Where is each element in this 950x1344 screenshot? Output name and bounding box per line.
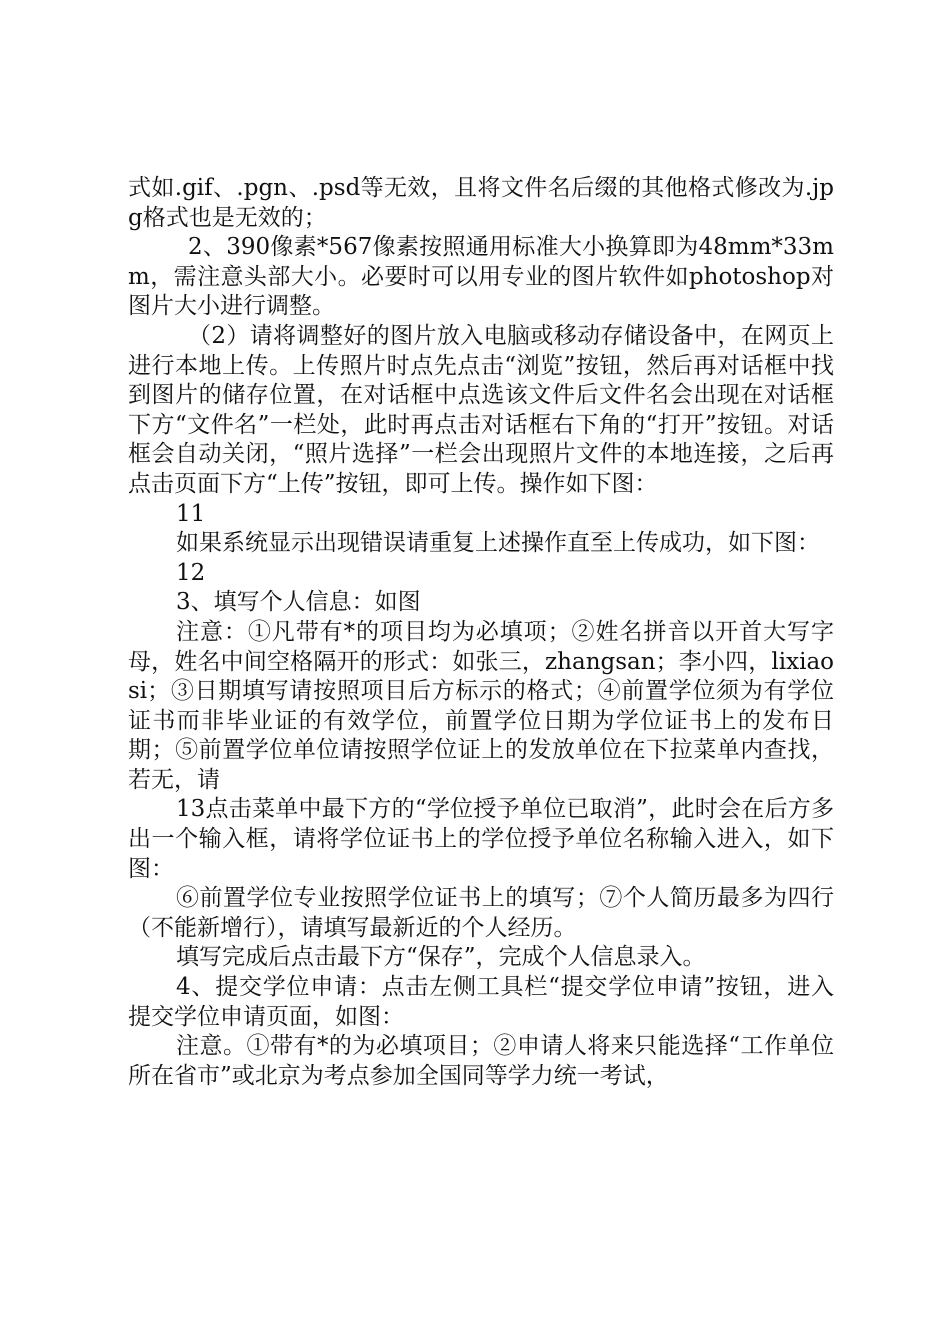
paragraph-major-and-resume: ⑥前置学位专业按照学位证书上的填写；⑦个人简历最多为四行（不能新增行），请填写最新近的个人经历。 [128,885,834,941]
document-body [128,174,834,1091]
figure-number-11: 11 [176,500,206,527]
paragraph-image-format-note: 式如.gif、.pgn、.psd等无效，且将文件名后缀的其他格式修改为.jpg格式也是无效的； [128,175,834,231]
figure-number-12: 12 [176,559,206,586]
paragraph-fill-personal-info: 3、填写个人信息：如图 [176,589,421,616]
paragraph-submit-notes: 注意。①带有*的为必填项目；②申请人将来只能选择“工作单位所在省市”或北京为考点参加全国同等学力统一考试， [128,1033,834,1089]
paragraph-save-info: 填写完成后点击最下方“保存”，完成个人信息录入。 [176,944,706,971]
paragraph-upload-retry: 如果系统显示出现错误请重复上述操作直至上传成功，如下图： [176,530,820,557]
paragraph-image-size-note: 2、390像素*567像素按照通用标准大小换算即为48mm*33mm，需注意头部大小。必要时可以用专业的图片软件如photoshop对图片大小进行调整。 [128,234,834,320]
paragraph-upload-steps: （2）请将调整好的图片放入电脑或移动存储设备中，在网页上进行本地上传。上传照片时点先点击“浏览”按钮，然后再对话框中找到图片的储存位置，在对话框中点选该文件后文件名会出现在对话框下方“文件名”一栏处，此时再点击对话框右下角的“打开”按钮。对话框会自动关闭，“照片选择”一栏会出现照片文件的本地连接，之后再点击页面下方“上传”按钮，即可上传。操作如下图： [128,322,834,497]
paragraph-submit-application: 4、提交学位申请：点击左侧工具栏“提交学位申请”按钮，进入提交学位申请页面，如图： [128,974,834,1030]
paragraph-personal-info-notes: 注意：①凡带有*的项目均为必填项；②姓名拼音以开首大写字母，姓名中间空格隔开的形式：如张三，zhangsan；李小四，lixiaosi；③日期填写请按照项目后方标示的格式；④前置学位须为有学位证书而非毕业证的有效学位，前置学位日期为学位证书上的发布日期；⑤前置学位单位请按照学位证上的发放单位在下拉菜单内查找，若无，请 [128,618,834,793]
paragraph-degree-unit-cancelled: 13点击菜单中最下方的“学位授予单位已取消”，此时会在后方多出一个输入框，请将学位证书上的学位授予单位名称输入进入，如下图： [128,796,834,882]
